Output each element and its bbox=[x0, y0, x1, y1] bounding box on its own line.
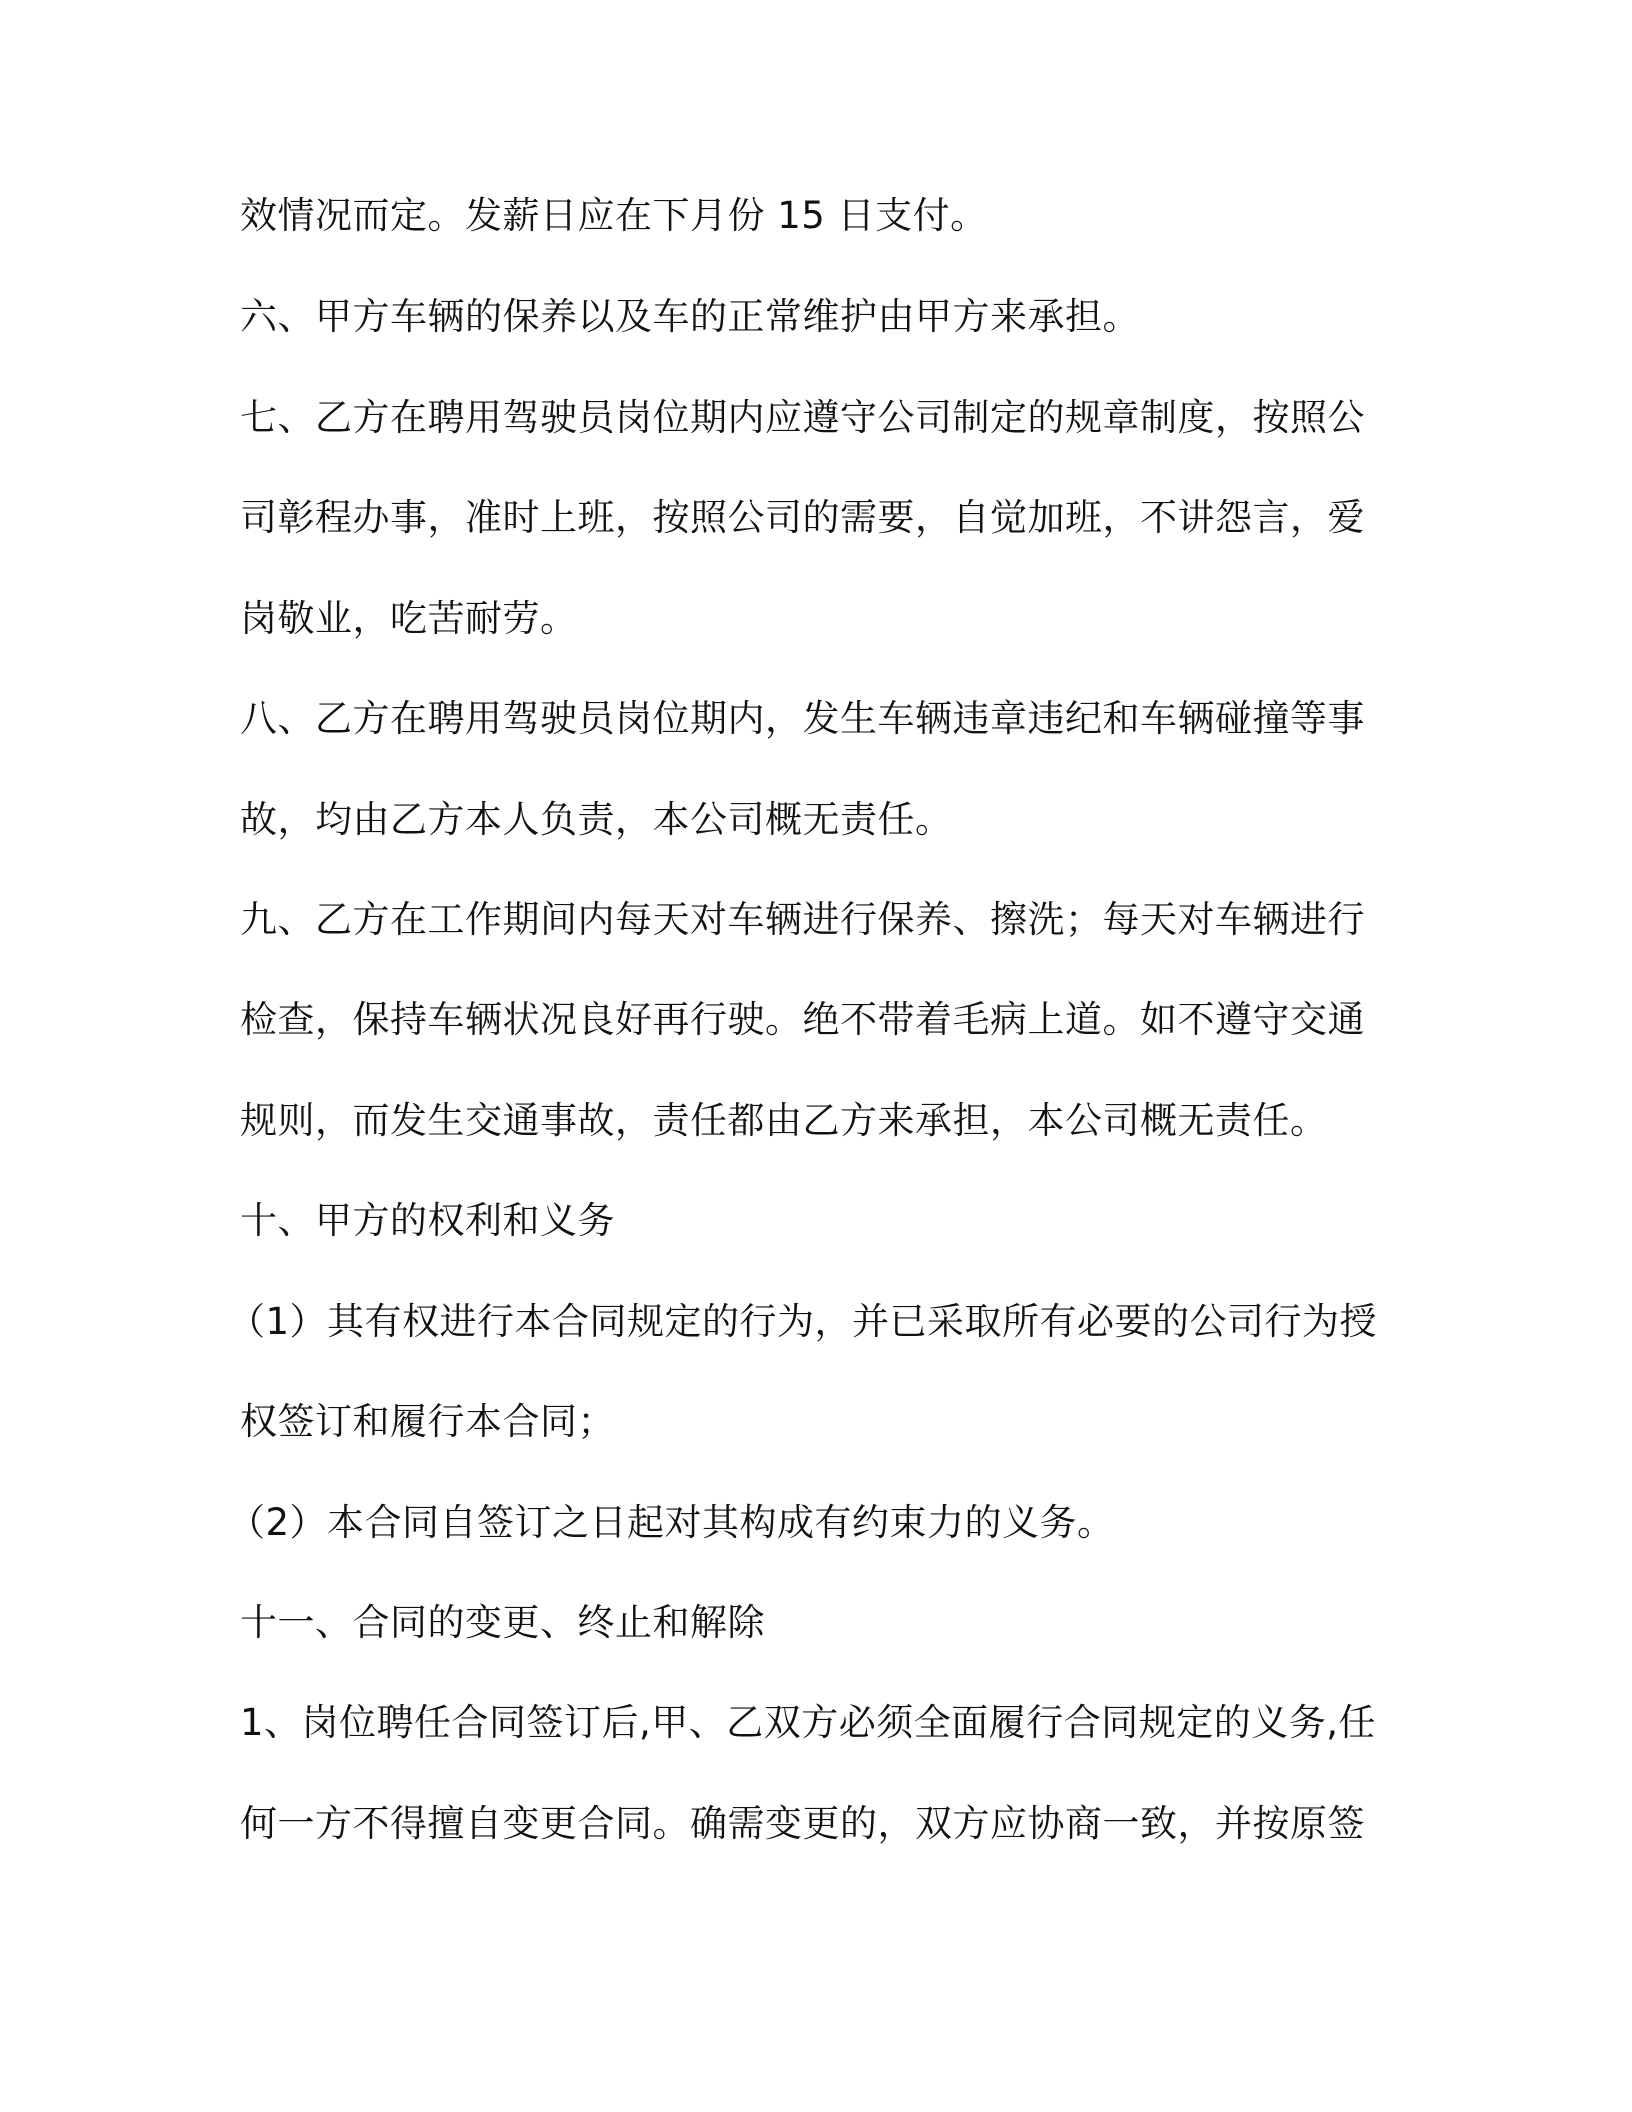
clause-9: 九、乙方在工作期间内每天对车辆进行保养、擦洗；每天对车辆进行 bbox=[240, 898, 1365, 941]
section-heading-11: 十一、合同的变更、终止和解除 bbox=[240, 1601, 765, 1644]
text-line: 故，均由乙方本人负责，本公司概无责任。 bbox=[240, 798, 953, 841]
text-line: 何一方不得擅自变更合同。确需变更的，双方应协商一致，并按原签 bbox=[240, 1802, 1365, 1845]
text-line: 检查，保持车辆状况良好再行驶。绝不带着毛病上道。如不遵守交通 bbox=[240, 998, 1365, 1041]
clause-11-1: 1、岗位聘任合同签订后,甲、乙双方必须全面履行合同规定的义务,任 bbox=[240, 1701, 1377, 1744]
text-line: 规则，而发生交通事故，责任都由乙方来承担，本公司概无责任。 bbox=[240, 1099, 1328, 1142]
text-line: 岗敬业，吃苦耐劳。 bbox=[240, 597, 578, 640]
clause-7: 七、乙方在聘用驾驶员岗位期内应遵守公司制定的规章制度，按照公 bbox=[240, 396, 1365, 439]
text-line: 效情况而定。发薪日应在下月份 15 日支付。 bbox=[240, 194, 988, 237]
item-2: （2）本合同自签订之日起对其构成有约束力的义务。 bbox=[228, 1501, 1115, 1544]
clause-6: 六、甲方车辆的保养以及车的正常维护由甲方来承担。 bbox=[240, 295, 1140, 338]
section-heading-10: 十、甲方的权利和义务 bbox=[240, 1199, 615, 1242]
item-1: （1）其有权进行本合同规定的行为，并已采取所有必要的公司行为授 bbox=[228, 1300, 1378, 1343]
text-line: 权签订和履行本合同； bbox=[240, 1400, 615, 1443]
text-line: 司彰程办事，准时上班，按照公司的需要，自觉加班，不讲怨言，爱 bbox=[240, 496, 1365, 539]
clause-8: 八、乙方在聘用驾驶员岗位期内，发生车辆违章违纪和车辆碰撞等事 bbox=[240, 697, 1365, 740]
